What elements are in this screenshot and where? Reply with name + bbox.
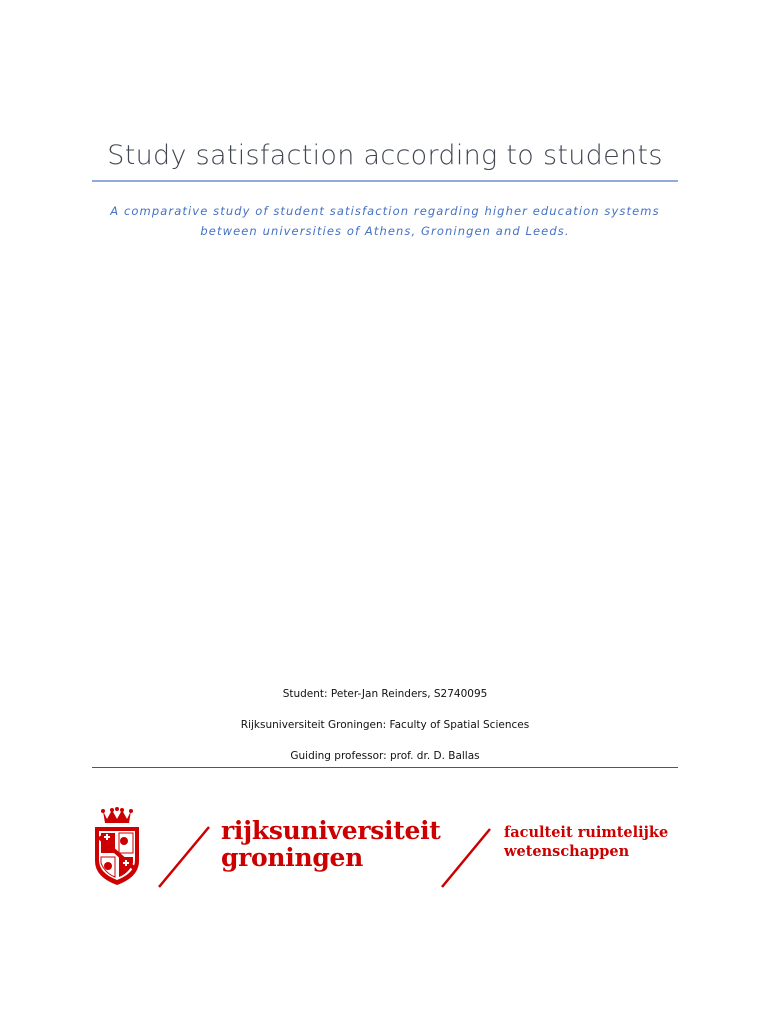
university-crest-icon [91,807,143,887]
logo-slash-icon [154,825,214,889]
university-wordmark-line-1: rijksuniversiteit [221,816,441,845]
university-wordmark-line-2: groningen [221,843,364,872]
faculty-wordmark-line-2: wetenschappen [504,843,630,860]
title-divider [92,180,678,182]
university-wordmark [221,817,441,871]
document-title: Study satisfaction according to students [107,140,663,171]
faculty-wordmark [504,823,668,861]
faculty-slash-icon [438,827,494,889]
student-line: Student: Peter-Jan Reinders, S2740095 [282,688,488,700]
university-logo [88,805,688,890]
subtitle-line-2: between universities of Athens, Groningen and Leeds. [200,224,570,238]
footer-divider [92,767,678,768]
subtitle-line-1: A comparative study of student satisfaction regarding higher education systems [110,204,660,218]
institution-line: Rijksuniversiteit Groningen: Faculty of Spatial Sciences [240,719,530,731]
document-subtitle [92,201,678,241]
faculty-wordmark-line-1: faculteit ruimtelijke [504,824,669,841]
professor-line: Guiding professor: prof. dr. D. Ballas [290,750,480,762]
